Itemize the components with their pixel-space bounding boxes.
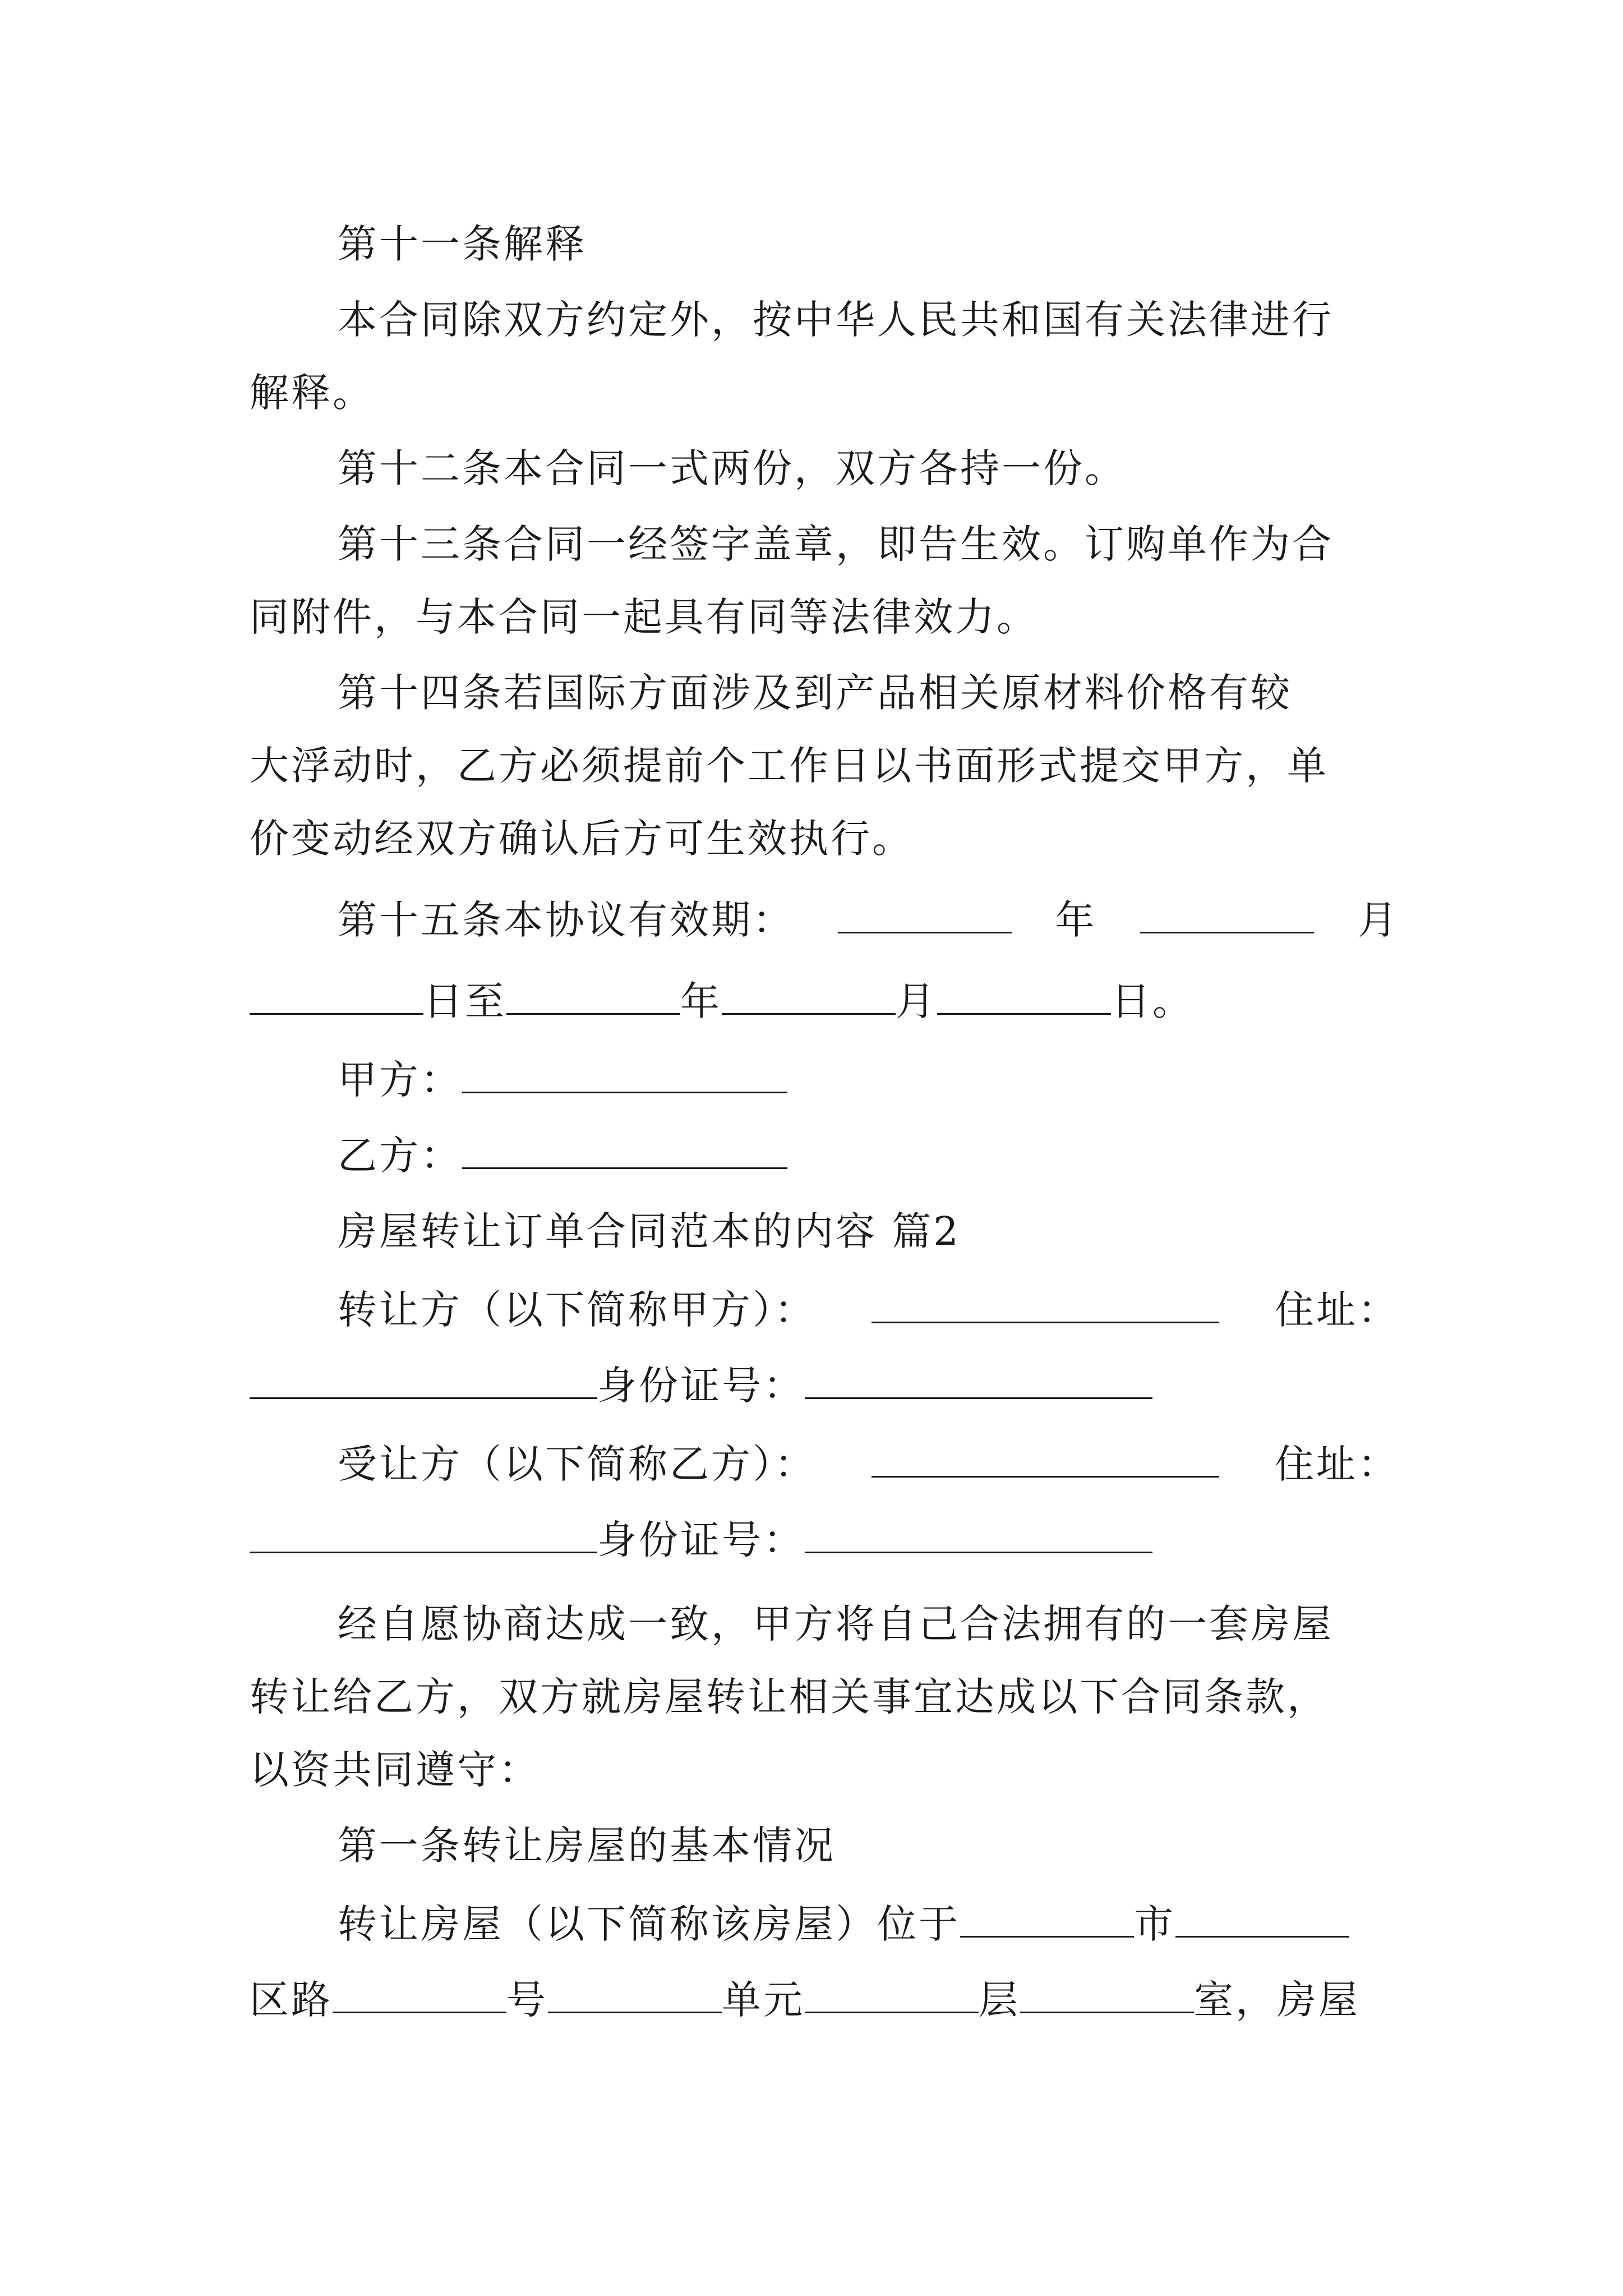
blank-field: [548, 1975, 722, 2013]
article-11-body-line-1: 本合同除双方约定外，按中华人民共和国有关法律进行: [338, 297, 1334, 343]
transferee-blank: [872, 1439, 1219, 1478]
id-number-label: 身份证号：: [597, 1517, 805, 1563]
address-blank: [250, 1515, 597, 1553]
blank-field: [333, 1975, 506, 2013]
city-label: 市: [1134, 1901, 1175, 1947]
month-label: 月: [896, 978, 937, 1024]
house-location-label: 转让房屋（以下简称该房屋）位于: [338, 1901, 960, 1947]
transferor-blank: [872, 1285, 1219, 1323]
address-label: 住址：: [1275, 1287, 1399, 1333]
blank-field: [1140, 895, 1314, 933]
year-label: 年: [680, 978, 722, 1024]
blank-field: [805, 1975, 979, 2013]
address-label: 住址：: [1275, 1441, 1399, 1487]
id-number-blank: [805, 1360, 1152, 1399]
transferee-id-line: [250, 1506, 1399, 1573]
party-b-blank: [462, 1130, 787, 1169]
district-road-label: 区路: [250, 1977, 333, 2023]
article-14-line-2: 大浮动时，乙方必须提前个工作日以书面形式提交甲方，单: [250, 743, 1329, 789]
address-blank: [250, 1360, 597, 1399]
id-number-blank: [805, 1515, 1152, 1553]
blank-field: [1020, 1975, 1194, 2013]
transferor-label: 转让方（以下简称甲方）：: [338, 1287, 816, 1333]
transferee-label: 受让方（以下简称乙方）：: [338, 1441, 816, 1487]
blank-field: [838, 895, 1012, 933]
intro-line-1: 经自愿协商达成一致，甲方将自己合法拥有的一套房屋: [338, 1601, 1334, 1647]
blank-field: [722, 976, 896, 1015]
house-location-line-1: [338, 1890, 1399, 1958]
article-13-line-2: 同附件，与本合同一起具有同等法律效力。: [250, 594, 1038, 640]
article-15-label: 第十五条本协议有效期：: [338, 897, 794, 943]
month-label: 月: [1358, 897, 1399, 943]
transferor-line: [338, 1276, 1399, 1343]
year-label: 年: [1055, 897, 1097, 943]
article-15-line-1: [338, 886, 1399, 954]
article-11-title: 第十一条解释: [338, 221, 587, 267]
party-a-line: [338, 1046, 1399, 1114]
article-1-title: 第一条转让房屋的基本情况: [338, 1823, 836, 1869]
floor-label: 层: [979, 1977, 1020, 2023]
article-13-line-1: 第十三条合同一经签字盖章，即告生效。订购单作为合: [338, 521, 1334, 567]
unit-label: 单元: [722, 1977, 805, 2023]
blank-field: [937, 976, 1111, 1015]
blank-field: [960, 1899, 1134, 1938]
article-11-body-line-2: 解释。: [250, 370, 374, 416]
id-number-label: 身份证号：: [597, 1363, 805, 1409]
room-label: 室，房屋: [1194, 1977, 1360, 2023]
party-a-blank: [462, 1055, 787, 1093]
house-location-line-2: [250, 1966, 1399, 2033]
intro-line-2: 转让给乙方，双方就房屋转让相关事宜达成以下合同条款，: [250, 1674, 1329, 1720]
day-end-label: 日。: [1111, 978, 1194, 1024]
blank-field: [506, 976, 680, 1015]
transferor-id-line: [250, 1352, 1399, 1419]
article-12: 第十二条本合同一式两份，双方各持一份。: [338, 445, 1126, 491]
article-14-line-1: 第十四条若国际方面涉及到产品相关原材料价格有较: [338, 670, 1292, 716]
article-15-line-2: [250, 968, 1399, 1035]
intro-line-3: 以资共同遵守：: [250, 1747, 540, 1793]
section-2-title: 房屋转让订单合同范本的内容 篇2: [338, 1208, 961, 1254]
blank-field: [1175, 1899, 1349, 1938]
article-14-line-3: 价变动经双方确认后方可生效执行。: [250, 816, 914, 862]
party-b-label: 乙方：: [338, 1133, 462, 1179]
party-a-label: 甲方：: [338, 1057, 462, 1103]
day-to-label: 日至: [423, 978, 506, 1024]
transferee-line: [338, 1430, 1399, 1498]
blank-field: [250, 976, 423, 1015]
party-b-line: [338, 1122, 1399, 1189]
number-label: 号: [506, 1977, 548, 2023]
